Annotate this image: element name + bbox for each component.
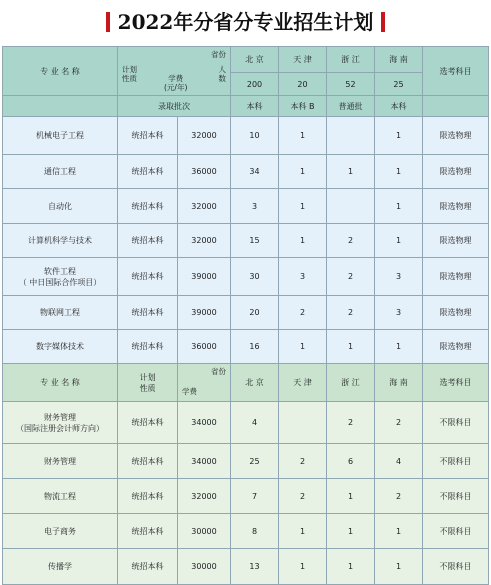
quota-0: 4 [231,402,279,444]
tuition-fee: 32000 [178,224,231,258]
admission-plan-table [2,46,489,585]
plan-nature: 统招本科 [118,258,178,296]
quota-1: 1 [279,549,327,585]
quota-0: 34 [231,155,279,189]
major-name: 物流工程 [3,479,118,514]
header2-diag [178,364,231,402]
header-province-label: 省份 [211,50,226,59]
tuition-fee: 34000 [178,402,231,444]
header-total-0: 200 [231,73,279,96]
header-plan-nature: 计划 性质 [122,65,137,83]
header-batch-0: 本科 [231,96,279,117]
quota-1: 1 [279,117,327,155]
header-subject: 选考科目 [423,47,489,96]
quota-2: 1 [327,330,375,364]
page-title [0,6,491,38]
subject-requirement: 不限科目 [423,444,489,479]
subject-requirement: 限选物理 [423,155,489,189]
quota-2: 1 [327,514,375,549]
header-batch-empty-2 [423,96,489,117]
plan-nature: 统招本科 [118,117,178,155]
quota-2 [327,189,375,224]
major-name: 计算机科学与技术 [3,224,118,258]
quota-1 [279,402,327,444]
quota-3: 2 [375,402,423,444]
table-row [3,224,489,258]
quota-3: 4 [375,444,423,479]
header2-province-0: 北 京 [231,364,279,402]
tuition-fee: 32000 [178,117,231,155]
quota-2: 2 [327,402,375,444]
quota-3: 1 [375,549,423,585]
header2-province-1: 天 津 [279,364,327,402]
subject-requirement: 不限科目 [423,479,489,514]
major-name: 传播学 [3,549,118,585]
header-batch-2: 普通批 [327,96,375,117]
plan-nature: 统招本科 [118,514,178,549]
quota-3: 1 [375,155,423,189]
major-name: 软件工程 （ 中日国际合作项目） [3,258,118,296]
tuition-fee: 30000 [178,514,231,549]
table-row [3,549,489,585]
subject-requirement: 不限科目 [423,549,489,585]
quota-1: 3 [279,258,327,296]
major-name: 机械电子工程 [3,117,118,155]
major-name: 财务管理 （国际注册会计师方向） [3,402,118,444]
plan-nature: 统招本科 [118,189,178,224]
header-batch-empty [3,96,118,117]
header-batch-label: 录取批次 [118,96,231,117]
header2-major: 专 业 名 称 [3,364,118,402]
quota-1: 1 [279,514,327,549]
quota-1: 1 [279,189,327,224]
quota-1: 2 [279,296,327,330]
table-row [3,117,489,155]
quota-0: 10 [231,117,279,155]
quota-2: 2 [327,224,375,258]
quota-1: 2 [279,479,327,514]
quota-3: 1 [375,330,423,364]
quota-2: 1 [327,155,375,189]
quota-2: 2 [327,296,375,330]
quota-0: 20 [231,296,279,330]
plan-nature: 统招本科 [118,224,178,258]
quota-3: 1 [375,514,423,549]
header-people-label: 人 数 [218,65,226,83]
tuition-fee: 34000 [178,444,231,479]
header-batch-1: 本科 B [279,96,327,117]
table-row [3,402,489,444]
quota-2: 1 [327,479,375,514]
quota-3: 3 [375,296,423,330]
quota-1: 1 [279,330,327,364]
subject-requirement: 限选物理 [423,258,489,296]
quota-3: 3 [375,258,423,296]
subject-requirement: 限选物理 [423,330,489,364]
subject-requirement: 不限科目 [423,514,489,549]
quota-0: 3 [231,189,279,224]
title-text: 2022年分省分专业招生计划 [117,10,374,34]
header-province-1: 天 津 [279,47,327,73]
quota-3: 2 [375,479,423,514]
plan-nature: 统招本科 [118,296,178,330]
header-tuition: 学费 (元/年) [164,74,188,92]
major-name: 自动化 [3,189,118,224]
plan-nature: 统招本科 [118,479,178,514]
tuition-fee: 36000 [178,330,231,364]
quota-1: 2 [279,444,327,479]
quota-3: 1 [375,189,423,224]
header2-province-label: 省份 [211,367,226,376]
subject-requirement: 限选物理 [423,224,489,258]
header-major: 专 业 名 称 [3,47,118,96]
tuition-fee: 39000 [178,296,231,330]
header-province-0: 北 京 [231,47,279,73]
table-row [3,155,489,189]
quota-3: 1 [375,224,423,258]
tuition-fee: 32000 [178,479,231,514]
header2-subject: 选考科目 [423,364,489,402]
plan-nature: 统招本科 [118,549,178,585]
major-name: 通信工程 [3,155,118,189]
table-row [3,479,489,514]
header-diag [118,47,231,96]
quota-0: 8 [231,514,279,549]
plan-nature: 统招本科 [118,330,178,364]
header2-province-2: 浙 江 [327,364,375,402]
subject-requirement: 限选物理 [423,296,489,330]
subject-requirement: 不限科目 [423,402,489,444]
plan-nature: 统招本科 [118,155,178,189]
quota-0: 16 [231,330,279,364]
major-name: 数字媒体技术 [3,330,118,364]
table-row [3,514,489,549]
quota-2: 2 [327,258,375,296]
tuition-fee: 39000 [178,258,231,296]
table-row [3,330,489,364]
tuition-fee: 36000 [178,155,231,189]
header2-plan-nature: 计划 性质 [118,364,178,402]
major-name: 物联网工程 [3,296,118,330]
quota-0: 15 [231,224,279,258]
tuition-fee: 30000 [178,549,231,585]
header-total-3: 25 [375,73,423,96]
quota-2 [327,117,375,155]
table-row [3,444,489,479]
quota-0: 7 [231,479,279,514]
header-province-2: 浙 江 [327,47,375,73]
quota-0: 30 [231,258,279,296]
tuition-fee: 32000 [178,189,231,224]
subject-requirement: 限选物理 [423,189,489,224]
quota-2: 1 [327,549,375,585]
plan-nature: 统招本科 [118,444,178,479]
plan-nature: 统招本科 [118,402,178,444]
subject-requirement: 限选物理 [423,117,489,155]
header-total-2: 52 [327,73,375,96]
major-name: 电子商务 [3,514,118,549]
quota-1: 1 [279,224,327,258]
quota-0: 13 [231,549,279,585]
major-name: 财务管理 [3,444,118,479]
quota-2: 6 [327,444,375,479]
header-batch-3: 本科 [375,96,423,117]
quota-1: 1 [279,155,327,189]
table-row [3,296,489,330]
quota-0: 25 [231,444,279,479]
table-row [3,258,489,296]
header2-tuition: 学费 [182,387,197,396]
quota-3: 1 [375,117,423,155]
header-province-3: 海 南 [375,47,423,73]
header2-province-3: 海 南 [375,364,423,402]
title-bar-left [106,12,110,32]
header-total-1: 20 [279,73,327,96]
table-row [3,189,489,224]
title-bar-right [381,12,385,32]
